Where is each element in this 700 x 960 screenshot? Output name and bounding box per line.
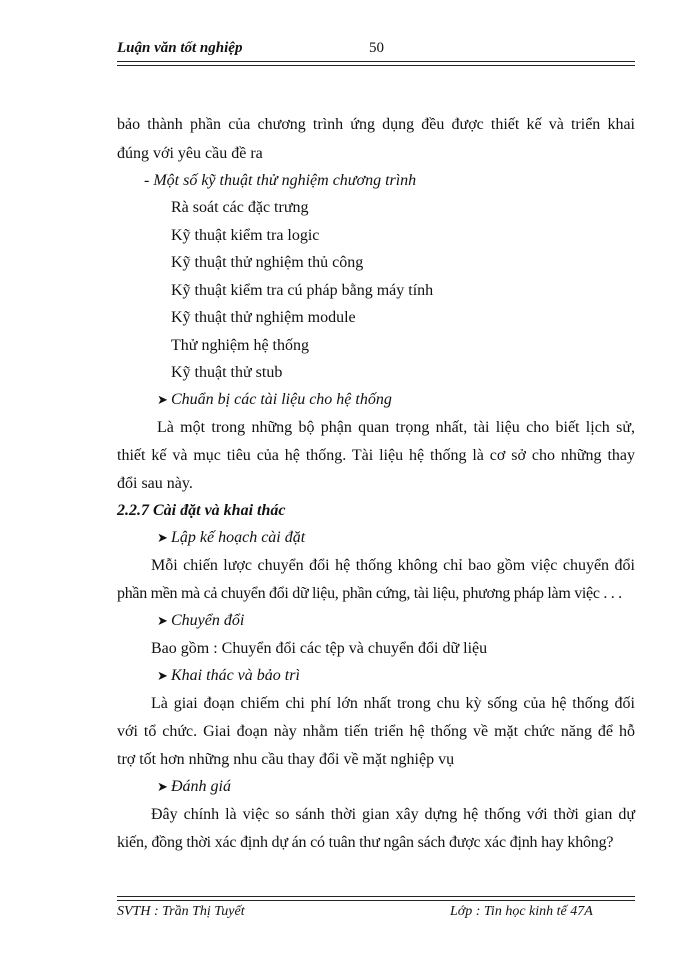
paragraph-line: thiết kế và mục tiêu của hệ thống. Tài liệu hệ thống là cơ sở cho những thay [117, 447, 635, 464]
subheading-text: Đánh giá [171, 778, 231, 795]
arrow-icon: ➤ [157, 530, 168, 545]
paragraph-line: Là một trong những bộ phận quan trọng nhất, tài liệu cho biết lịch sử, [157, 419, 635, 436]
section-heading: 2.2.7 Cài đặt và khai thác [117, 502, 286, 519]
page-footer [117, 904, 635, 924]
paragraph-line: phần mền mà cả chuyển đổi dữ liệu, phần cứng, tài liệu, phương pháp làm việc . . . [117, 585, 622, 602]
subheading-text: Lập kế hoạch cài đặt [171, 529, 306, 546]
paragraph-line: bảo thành phần của chương trình ứng dụng đều được thiết kế và triển khai [117, 116, 635, 133]
list-item: Kỹ thuật kiểm tra logic [171, 227, 320, 244]
subheading-docs [157, 390, 392, 410]
footer-class: Lớp : Tin học kinh tế 47A [450, 904, 593, 919]
list-item: Kỹ thuật thử stub [171, 364, 283, 381]
arrow-icon: ➤ [157, 392, 168, 407]
paragraph-line: đúng với yêu cầu đề ra [117, 145, 263, 162]
footer-divider [117, 896, 635, 901]
subheading-text: Chuyển đổi [171, 612, 245, 629]
subheading-eval [157, 777, 231, 797]
subheading-text: Chuẩn bị các tài liệu cho hệ thống [171, 391, 392, 408]
paragraph-line: Bao gồm : Chuyển đổi các tệp và chuyển đổi dữ liệu [151, 640, 488, 657]
dash-heading: - Một số kỹ thuật thử nghiệm chương trình [144, 172, 417, 189]
paragraph-line: Là giai đoạn chiếm chi phí lớn nhất trong chu kỳ sống của hệ thống đối [151, 695, 635, 712]
paragraph-line: Đây chính là việc so sánh thời gian xây dựng hệ thống với thời gian dự [151, 806, 635, 823]
arrow-icon: ➤ [157, 613, 168, 628]
footer-author: SVTH : Trần Thị Tuyết [117, 904, 245, 919]
header-title: Luận văn tốt nghiệp [117, 40, 243, 56]
subheading-convert [157, 611, 244, 631]
subheading-operate [157, 666, 300, 686]
arrow-icon: ➤ [157, 668, 168, 683]
paragraph-line: trợ tốt hơn những nhu cầu thay đổi về mặt nghiệp vụ [117, 751, 455, 768]
list-item: Kỹ thuật kiểm tra cú pháp bằng máy tính [171, 282, 434, 299]
list-item: Kỹ thuật thử nghiệm thủ công [171, 254, 364, 271]
paragraph-line: đổi sau này. [117, 475, 193, 492]
subheading-text: Khai thác và bảo trì [171, 667, 300, 684]
page-number: 50 [369, 40, 384, 56]
arrow-icon: ➤ [157, 779, 168, 794]
list-item: Rà soát các đặc trưng [171, 199, 309, 216]
subheading-plan [157, 528, 305, 548]
header-divider [117, 61, 635, 66]
paragraph-line: kiến, đồng thời xác định dự án có tuân thư ngân sách được xác định hay không? [117, 834, 614, 851]
paragraph-line: Mỗi chiến lược chuyển đổi hệ thống không chỉ bao gồm việc chuyển đổi [151, 557, 635, 574]
list-item: Thử nghiệm hệ thống [171, 337, 309, 354]
list-item: Kỹ thuật thử nghiệm module [171, 309, 356, 326]
paragraph-line: với tổ chức. Giai đoạn này nhằm tiến triển hệ thống về mặt chức năng để hỗ [117, 723, 635, 740]
